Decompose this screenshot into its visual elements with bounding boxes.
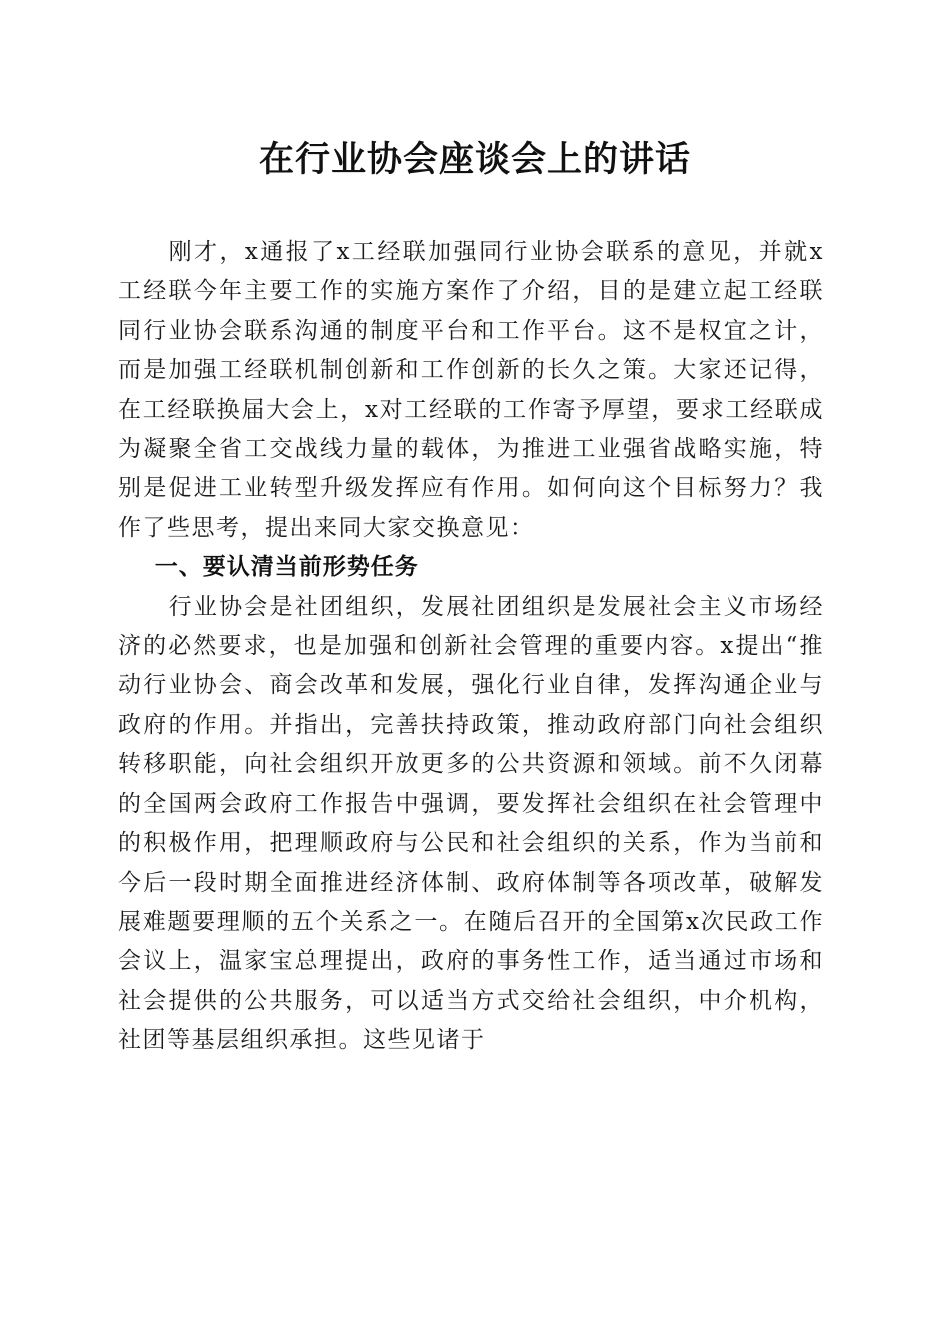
paragraph-section-1: 行业协会是社团组织，发展社团组织是发展社会主义市场经济的必然要求，也是加强和创新社会管理的重要内容。x提出“推动行业协会、商会改革和发展，强化行业自律，发挥沟通企业与政府的作用。并指出，完善扶持政策，推动政府部门向社会组织转移职能，向社会组织开放更多的公共资源和领域。前不久闭幕的全国两会政府工作报告中强调，要发挥社会组织在社会管理中的积极作用，把理顺政府与公民和社会组织的关系，作为当前和今后一段时期全面推进经济体制、政府体制等各项改革，破解发展难题要理顺的五个关系之一。在随后召开的全国第x次民政工作会议上，温家宝总理提出，政府的事务性工作，适当通过市场和社会提供的公共服务，可以适当方式交给社会组织，中介机构，社团等基层组织承担。这些见诸于 <box>118 593 824 1054</box>
document-body <box>118 233 824 1061</box>
document-title: 在行业协会座谈会上的讲话 <box>258 139 691 180</box>
paragraph-intro: 刚才，x通报了x工经联加强同行业协会联系的意见，并就x工经联今年主要工作的实施方案作了介绍，目的是建立起工经联同行业协会联系沟通的制度平台和工作平台。这不是权宜之计，而是加强工经联机制创新和工作创新的长久之策。大家还记得，在工经联换届大会上，x对工经联的工作寄予厚望，要求工经联成为凝聚全省工交战线力量的载体，为推进工业强省战略实施，特别是促进工业转型升级发挥应有作用。如何向这个目标努力？我作了些思考，提出来同大家交换意见： <box>118 239 824 541</box>
section-heading: 一、要认清当前形势任务 <box>154 554 419 581</box>
